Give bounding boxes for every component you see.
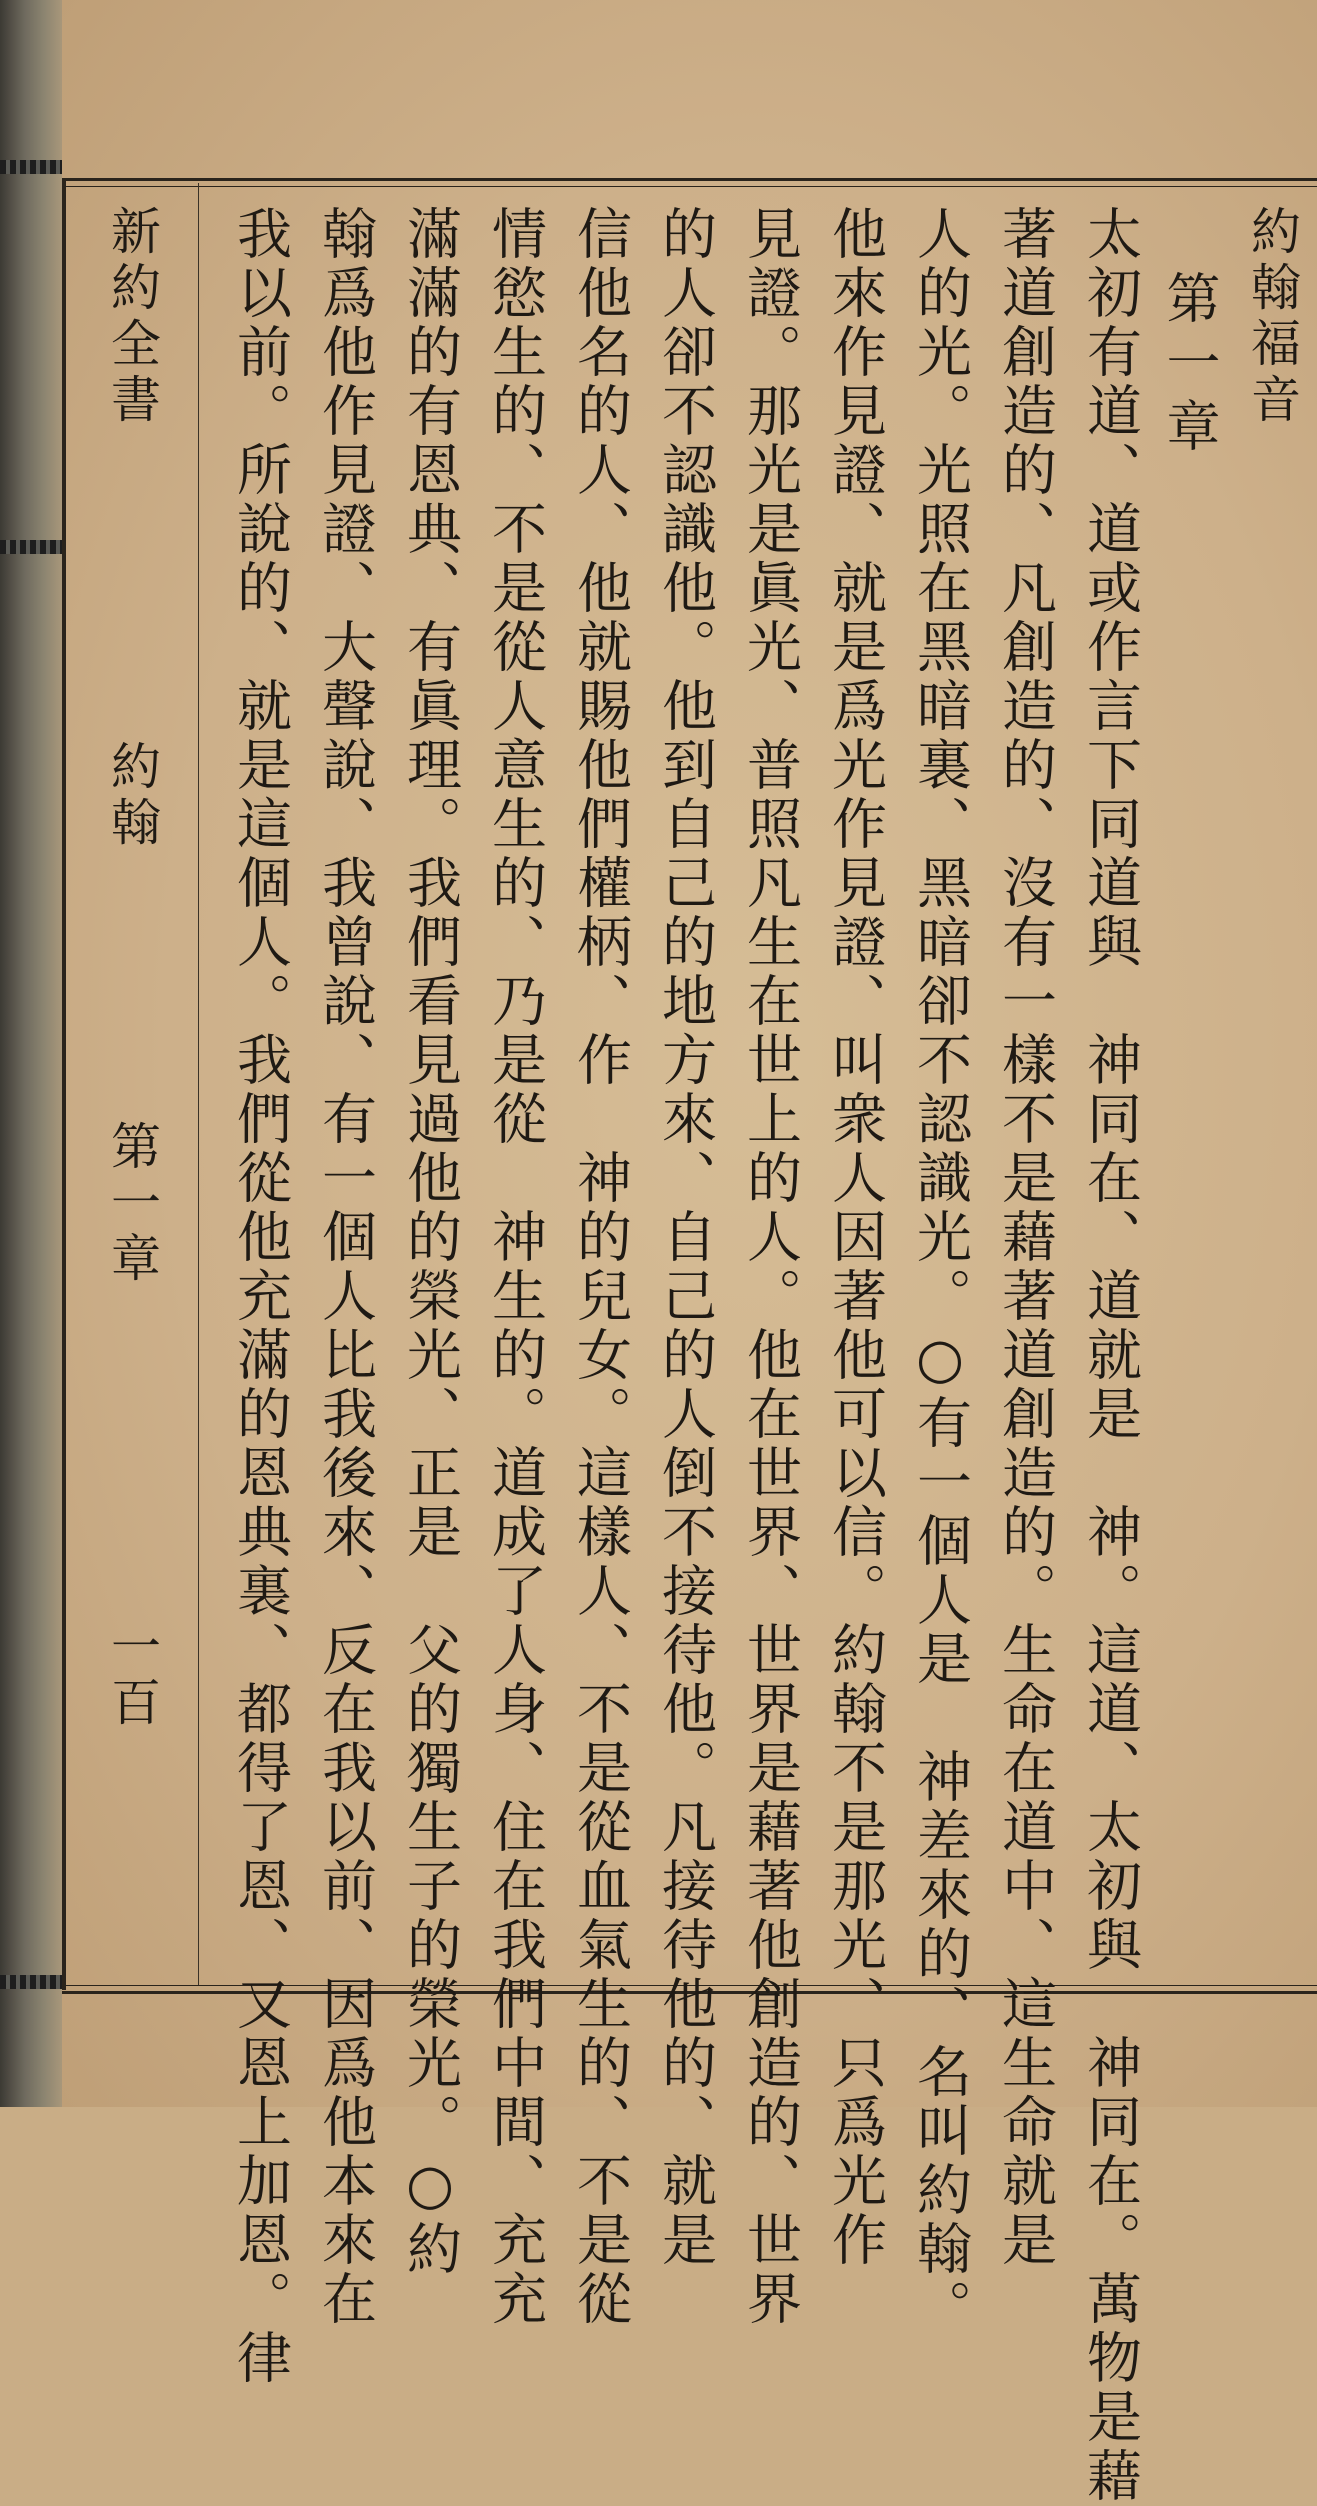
- page-number: 一百: [103, 1620, 161, 1732]
- body-column: 滿滿的有恩典、有眞理。我們看見過他的榮光、正是 父的獨生子的榮光。○約: [398, 205, 462, 2279]
- margin-chapter: 第一章: [103, 1120, 161, 1288]
- margin-book-title: 新約全書: [103, 205, 161, 429]
- body-column: 情慾生的、不是從人意生的、乃是從 神生的。道成了人身、住在我們中間、充充: [483, 205, 547, 2329]
- body-column: 人的光。光照在黑暗裏、黑暗卻不認識光。○有一個人是 神差來的、名叫約翰。: [908, 205, 972, 2338]
- body-column: 信他名的人、他就賜他們權柄、作 神的兒女。這樣人、不是從血氣生的、不是從: [568, 205, 632, 2329]
- body-column: 著道創造的、凡創造的、沒有一樣不是藉著道創造的。生命在道中、這生命就是: [993, 205, 1057, 2270]
- margin-book-name: 約翰: [103, 740, 161, 852]
- binding-cord-lower: [0, 1975, 70, 1989]
- binding-cord-upper: [0, 160, 70, 174]
- margin-rule-inner: [198, 183, 199, 1985]
- book-binding-edge: [0, 0, 62, 2107]
- body-column: 見證。那光是眞光、普照凡生在世上的人。他在世界、世界是藉著他創造的、世界: [738, 205, 802, 2329]
- chapter-heading: 第一章: [1158, 270, 1221, 462]
- book-page: [62, 0, 1317, 2506]
- frame-top-rule: [62, 178, 1317, 187]
- body-column: 我以前。所說的、就是這個人。我們從他充滿的恩典裏、都得了恩、又恩上加恩。律: [228, 205, 292, 2388]
- body-column: 太初有道、道或作言下同道與 神同在、道就是 神。這道、太初與 神同在。萬物是藉: [1078, 205, 1142, 2506]
- body-column: 翰爲他作見證、大聲說、我曾說、有一個人比我後來、反在我以前、因爲他本來在: [313, 205, 377, 2329]
- binding-cord-middle: [0, 540, 70, 554]
- frame-left-rule: [62, 178, 66, 1990]
- body-column: 他來作見證、就是爲光作見證、叫衆人因著他可以信。約翰不是那光、只爲光作: [823, 205, 887, 2270]
- body-column: 的人卻不認識他。他到自己的地方來、自己的人倒不接待他。凡接待他的、就是: [653, 205, 717, 2270]
- running-title: 約翰福音: [1243, 205, 1301, 429]
